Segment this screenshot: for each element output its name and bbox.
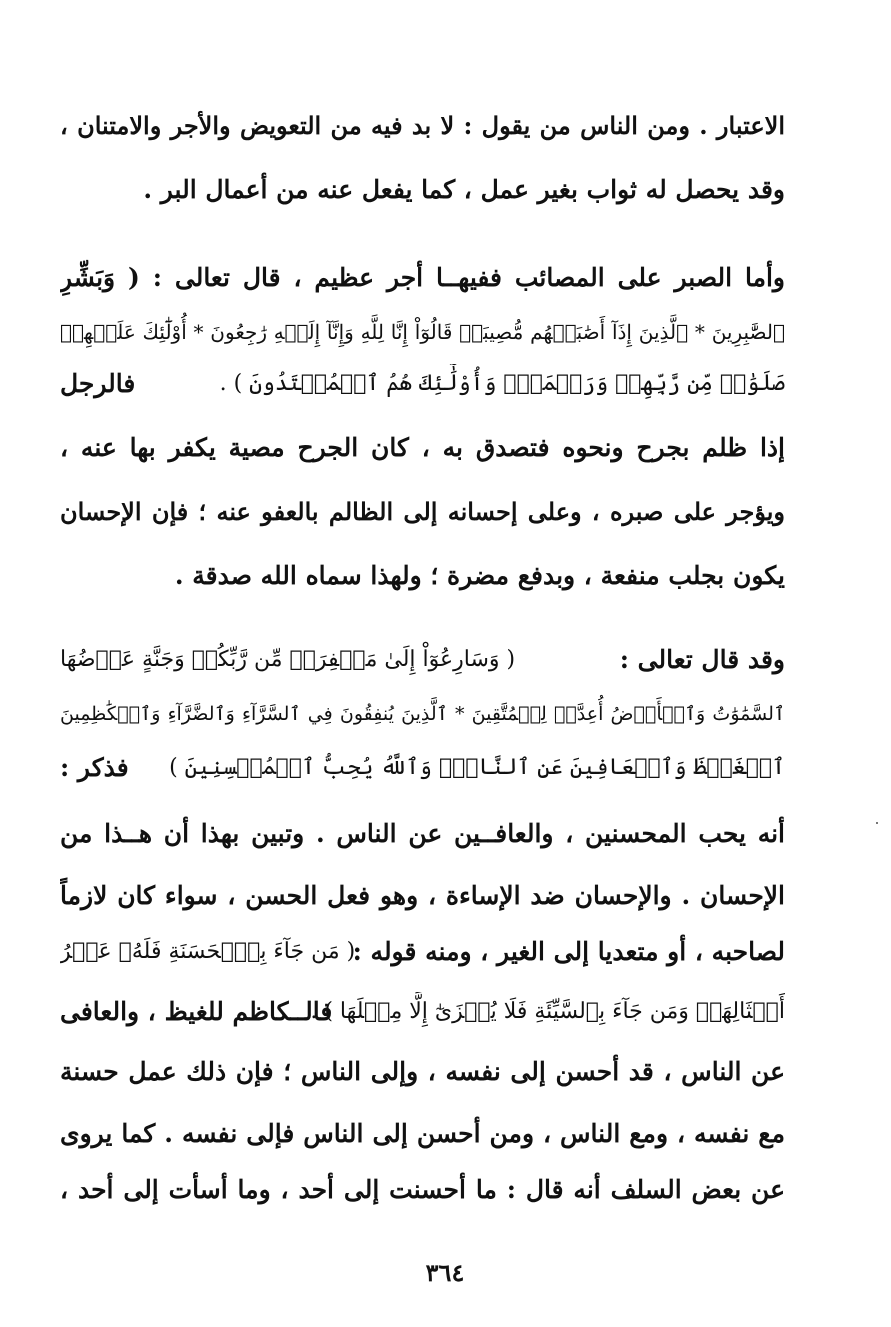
text-line-5: إذا ظلم بجرح ونحوه فتصدق به ، كان الجرح مصية يكفر بها عنه ، — [60, 433, 785, 462]
quran-verse-line-5: ٱلۡغَيۡظَ وَٱلۡعَافِينَ عَنِ ٱلنَّاسِۗ وَٱللَّهُ يُحِبُّ ٱلۡمُحۡسِنِينَ ) — [169, 755, 785, 780]
text-line-16: عن بعض السلف أنه قال : ما أحسنت إلى أحد ، وما أسأت إلى أحد ، — [60, 1175, 785, 1204]
text-line-4 — [60, 364, 785, 404]
text-line-6: ويؤجر على صبره ، وعلى إحسانه إلى الظالم بالعفو عنه ؛ فإن الإحسان — [60, 497, 785, 526]
text-fragment-wa-minhu: لصاحبه ، أو متعديا إلى الغير ، ومنه قوله : — [352, 937, 785, 966]
text-line-1: الاعتبار . ومن الناس من يقول : لا بد فيه من التعويض والأجر والامتنان ، — [60, 111, 785, 140]
margin-mark — [876, 822, 878, 824]
text-line-9 — [60, 748, 785, 788]
text-fragment-al-kazim: فالــكاظم للغيظ ، والعافى — [60, 997, 333, 1026]
text-fragment-fadhakar: فذكر : — [60, 753, 129, 782]
quran-verse-line-1: ٱلصَّٰبِرِينَ * ٱلَّذِينَ إِذَآ أَصَٰبَتۡهُم مُّصِيبَةٞ قَالُوٓاْ إِنَّا لِلَّهِ وَإِنَّآ إِلَيۡهِ رَٰجِعُونَ * أُوْلَٰٓئِكَ عَلَيۡهِمۡ — [60, 320, 785, 344]
text-line-10: أنه يحب المحسنين ، والعافــين عن الناس . وتبين بهذا أن هــذا من — [60, 819, 785, 848]
quran-verse-line-4: ٱلسَّمَٰوَٰتُ وَٱلۡأَرۡضُ أُعِدَّتۡ لِلۡمُتَّقِينَ * ٱلَّذِينَ يُنفِقُونَ فِي ٱلسَّرَّآءِ وَٱلضَّرَّآءِ وَٱلۡكَٰظِمِينَ — [60, 703, 785, 725]
text-line-13 — [60, 992, 785, 1032]
quran-verse-line-6: ( مَن جَآءَ بِٱلۡحَسَنَةِ فَلَهُۥ عَشۡرُ — [60, 939, 356, 964]
text-line-3: وأما الصبر على المصائب ففيهــا أجر عظيم ، قال تعالى : ( وَبَشِّرِ — [60, 263, 785, 292]
text-line-14: عن الناس ، قد أحسن إلى نفسه ، وإلى الناس ؛ فإن ذلك عمل حسنة — [60, 1057, 785, 1086]
text-line-11: الإحسان . والإحسان ضد الإساءة ، وهو فعل الحسن ، سواء كان لازماً — [60, 881, 785, 910]
page-number: ٣٦٤ — [425, 1258, 465, 1287]
text-line-8 — [60, 640, 785, 680]
text-line-7: يكون بجلب منفعة ، وبدفع مضرة ؛ ولهذا سماه الله صدقة . — [174, 561, 785, 590]
quran-verse-line-3: ( وَسَارِعُوٓاْ إِلَىٰ مَغۡفِرَةٖ مِّن رَّبِّكُمۡ وَجَنَّةٍ عَرۡضُهَا — [60, 647, 516, 672]
quran-verse-line-7: أَمۡثَالِهَاۖ وَمَن جَآءَ بِٱلسَّيِّئَةِ فَلَا يُجۡزَىٰٓ إِلَّا مِثۡلَهَا ) . — [310, 999, 785, 1024]
quran-verse-line-2: صَلَوَٰتٞ مِّن رَّبِّهِمۡ وَرَحۡمَةٞۖ وَأُوْلَٰٓئِكَ هُمُ ٱلۡمُهۡتَدُونَ ) . — [219, 371, 785, 396]
text-line-12 — [60, 932, 785, 972]
text-line-15: مع نفسه ، ومع الناس ، ومن أحسن إلى الناس فإلى نفسه . كما يروى — [60, 1119, 785, 1148]
text-fragment-qala-taala: وقد قال تعالى : — [619, 645, 785, 674]
text-fragment-al-rajul: فالرجل — [60, 369, 136, 398]
text-line-2: وقد يحصل له ثواب بغير عمل ، كما يفعل عنه من أعمال البر . — [143, 175, 785, 204]
